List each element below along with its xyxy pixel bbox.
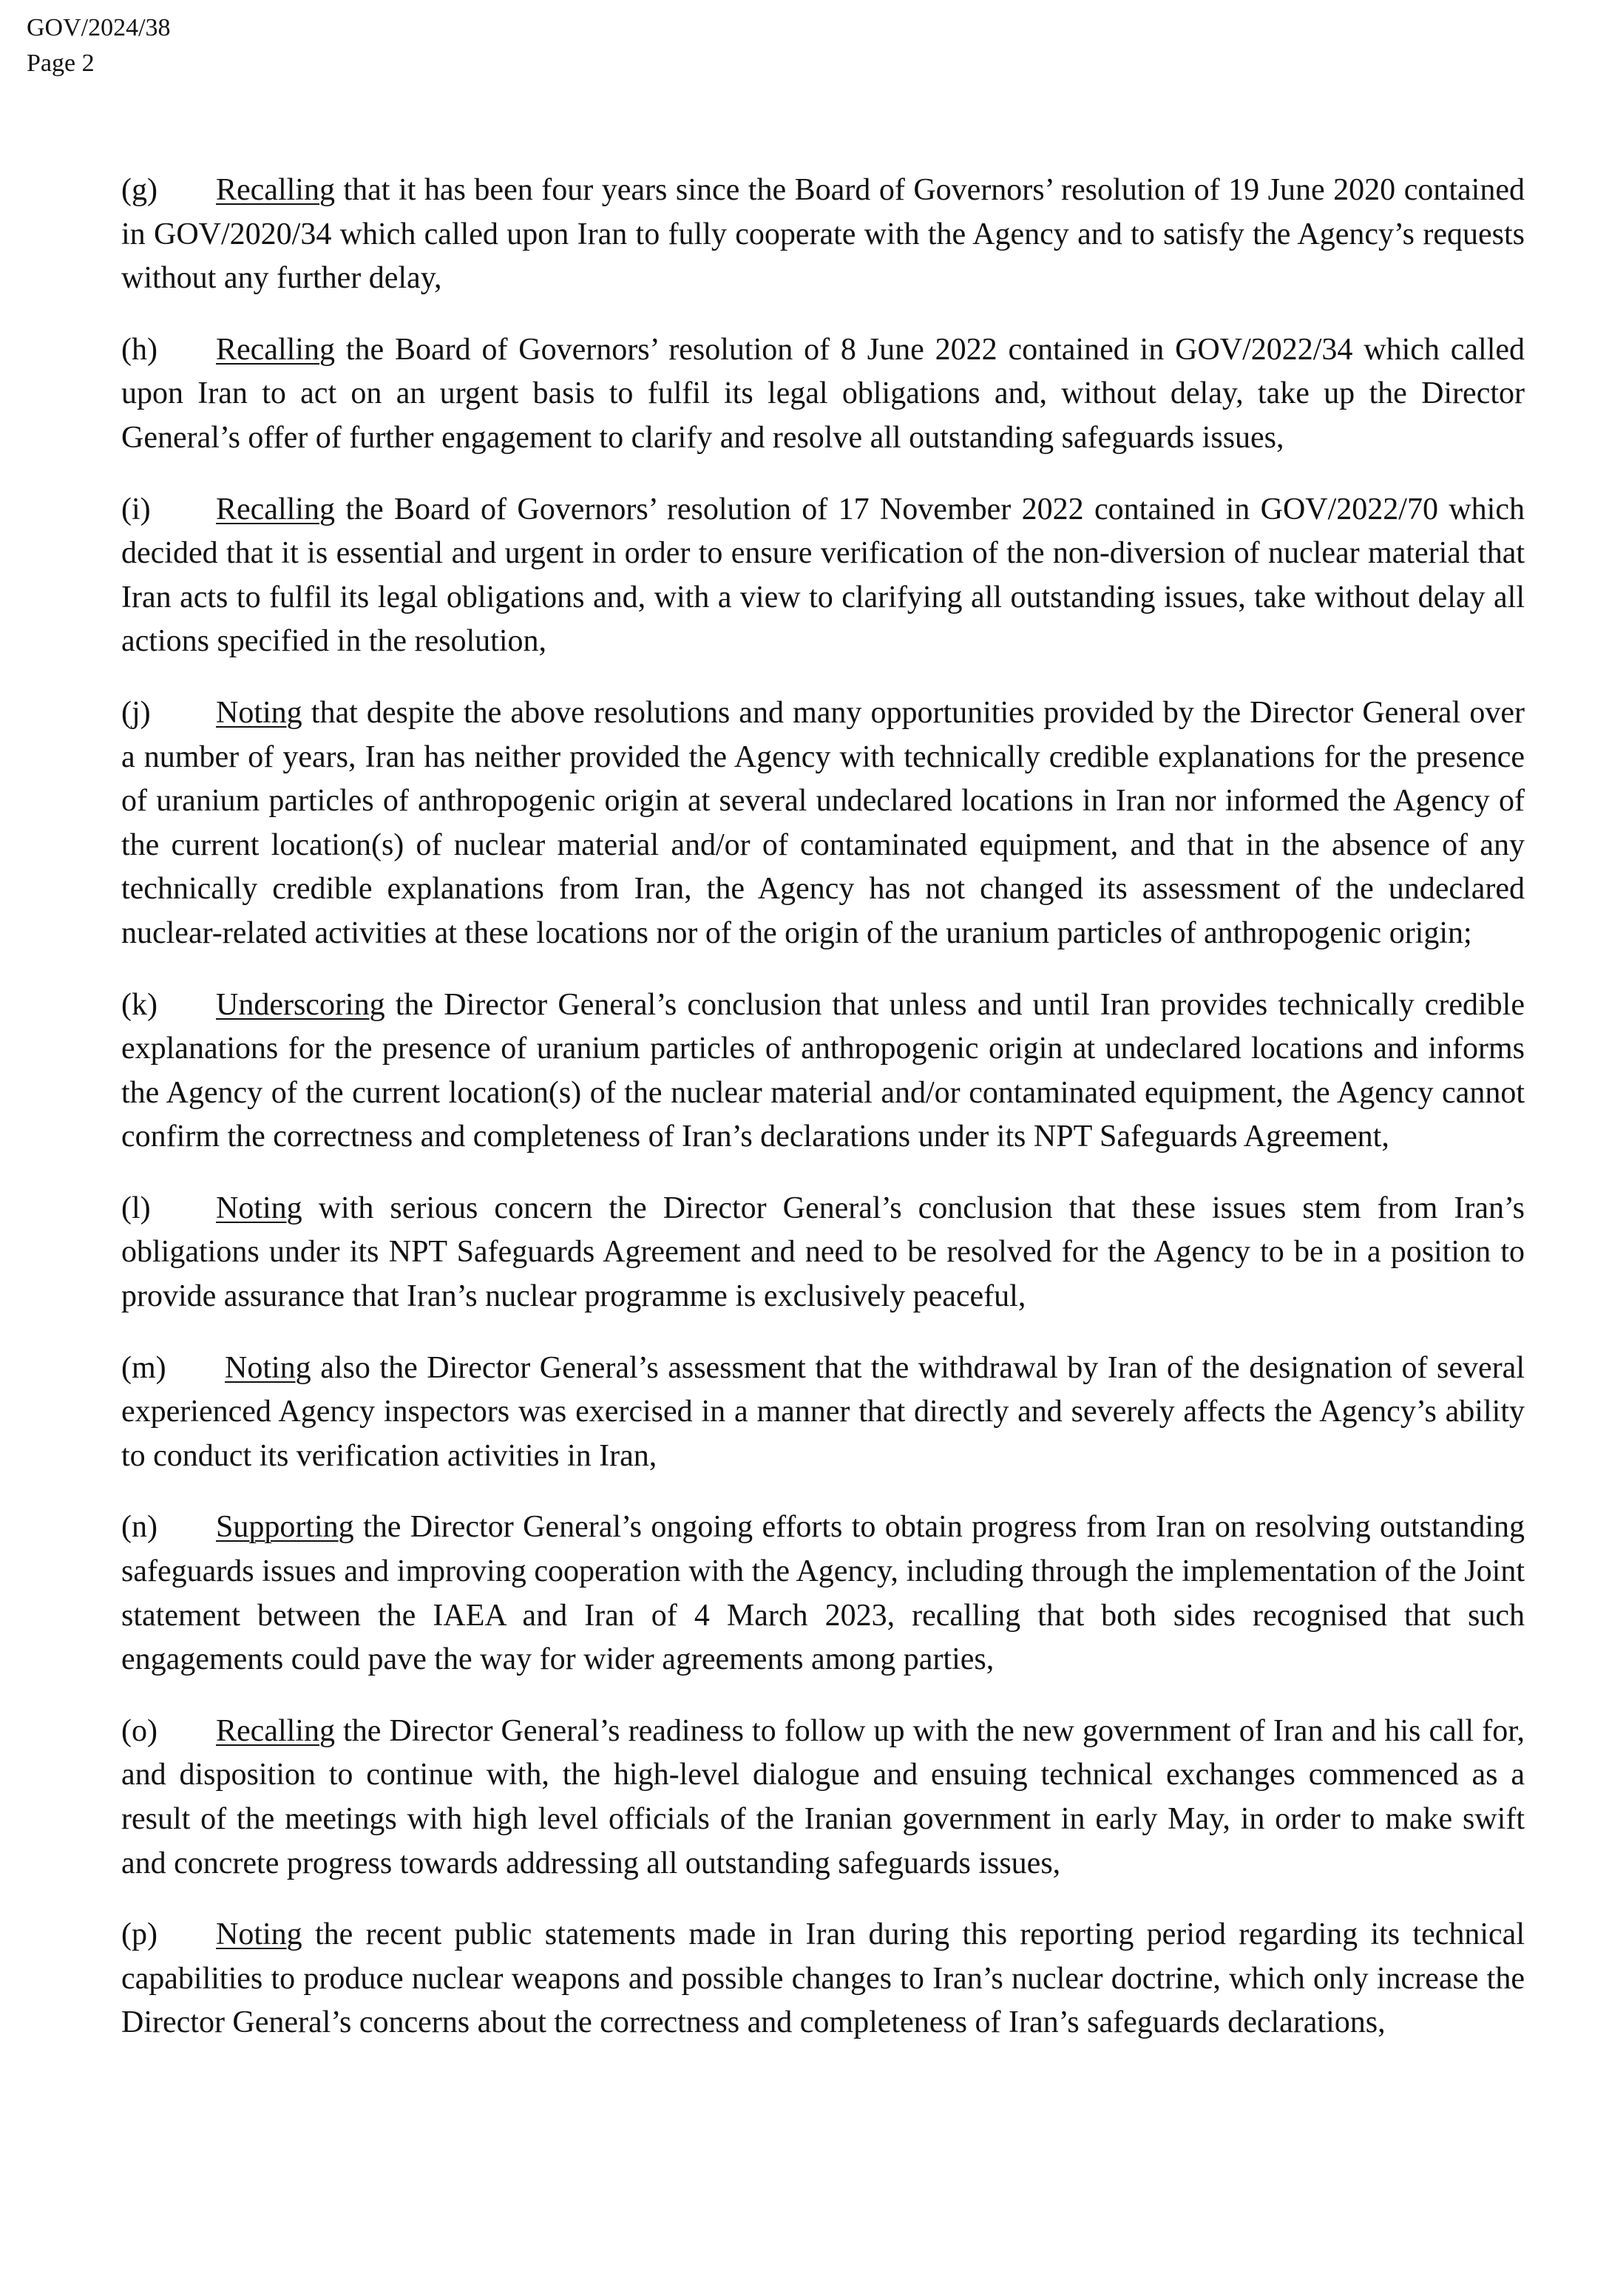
operative-verb: Recalling bbox=[216, 332, 335, 367]
paragraph-text: with serious concern the Director General’s conclusion that these issues stem from Iran’s obligations under its NPT Safeguards Agreement and need to be resolved for the Agency to be in a position to provide assurance that Iran’s nuclear programme is exclusively peaceful, bbox=[121, 1191, 1525, 1314]
paragraph-text: the recent public statements made in Iran during this reporting period regarding its technical capabilities to produce nuclear weapons and possible changes to Iran’s nuclear doctrine, which only increase the Director General’s concerns about the correctness and completeness of Iran’s safeguards declarations, bbox=[121, 1917, 1525, 2040]
document-reference: GOV/2024/38 bbox=[27, 14, 171, 41]
paragraph-text: the Board of Governors’ resolution of 17 November 2022 contained in GOV/2022/70 which decided that it is essential and urgent in order to ensure verification of the non-diversion of nuclear material that Iran acts to fulfil its legal obligations and, with a view to clarifying all outstanding issues, take without delay all actions specified in the resolution, bbox=[121, 492, 1525, 659]
paragraph-h bbox=[121, 328, 1525, 461]
paragraph-g bbox=[121, 169, 1525, 301]
paragraph-text: the Director General’s readiness to follow up with the new government of Iran and his call for, and disposition to continue with, the high-level dialogue and ensuing technical exchanges commenced as a result of the meetings with high level officials of the Iranian government in early May, in order to make swift and concrete progress towards addressing all outstanding safeguards issues, bbox=[121, 1713, 1525, 1880]
operative-verb: Recalling bbox=[216, 1713, 335, 1748]
paragraph-k bbox=[121, 983, 1525, 1159]
paragraph-label: (g) bbox=[121, 173, 157, 207]
operative-verb: Recalling bbox=[216, 492, 335, 526]
paragraph-label: (i) bbox=[121, 492, 151, 526]
paragraph-m bbox=[121, 1347, 1525, 1479]
paragraph-p bbox=[121, 1913, 1525, 2045]
paragraph-label: (o) bbox=[121, 1713, 157, 1748]
paragraph-text: the Board of Governors’ resolution of 8 June 2022 contained in GOV/2022/34 which called upon Iran to act on an urgent basis to fulfil its legal obligations and, without delay, take up the Director General’s offer of further engagement to clarify and resolve all outstanding safeguards issues, bbox=[121, 332, 1525, 455]
paragraph-label: (j) bbox=[121, 695, 151, 730]
operative-verb: Supporting bbox=[216, 1510, 354, 1545]
operative-verb: Recalling bbox=[216, 173, 335, 207]
operative-verb: Underscoring bbox=[216, 987, 385, 1022]
paragraph-text: also the Director General’s assessment that the withdrawal by Iran of the designation of several experienced Agency inspectors was exercised in a manner that directly and severely affects the Agency’s ability to conduct its verification activities in Iran, bbox=[121, 1350, 1525, 1473]
paragraph-j bbox=[121, 691, 1525, 956]
paragraph-label: (h) bbox=[121, 332, 157, 367]
paragraph-text: the Director General’s conclusion that unless and until Iran provides technically credible explanations for the presence of uranium particles of anthropogenic origin at undeclared locations and informs the Agency of the current location(s) of the nuclear material and/or contaminated equipment, the Agency cannot confirm the correctness and completeness of Iran’s declarations under its NPT Safeguards Agreement, bbox=[121, 987, 1525, 1154]
paragraph-text: the Director General’s ongoing efforts to obtain progress from Iran on resolving outstanding safeguards issues and improving cooperation with the Agency, including through the implementation of the Joint statement between the IAEA and Iran of 4 March 2023, recalling that both sides recognised that such engagements could pave the way for wider agreements among parties, bbox=[121, 1510, 1525, 1677]
paragraph-text: that it has been four years since the Board of Governors’ resolution of 19 June 2020 contained in GOV/2020/34 which called upon Iran to fully cooperate with the Agency and to satisfy the Agency’s requests without any further delay, bbox=[121, 173, 1525, 296]
document-body bbox=[121, 169, 1525, 2073]
page-number: Page 2 bbox=[27, 50, 95, 77]
page-header bbox=[27, 10, 171, 81]
paragraph-label: (k) bbox=[121, 987, 157, 1022]
paragraph-label: (n) bbox=[121, 1510, 157, 1545]
paragraph-label: (p) bbox=[121, 1917, 157, 1952]
operative-verb: Noting bbox=[216, 695, 302, 730]
paragraph-n bbox=[121, 1506, 1525, 1682]
operative-verb: Noting bbox=[216, 1191, 302, 1225]
operative-verb: Noting bbox=[216, 1917, 302, 1952]
paragraph-o bbox=[121, 1710, 1525, 1886]
operative-verb: Noting bbox=[225, 1350, 311, 1385]
paragraph-l bbox=[121, 1187, 1525, 1319]
paragraph-text: that despite the above resolutions and many opportunities provided by the Director General over a number of years, Iran has neither provided the Agency with technically credible explanations for the presence of uranium particles of anthropogenic origin at several undeclared locations in Iran nor informed the Agency of the current location(s) of nuclear material and/or of contaminated equipment, and that in the absence of any technically credible explanations from Iran, the Agency has not changed its assessment of the undeclared nuclear-related activities at these locations nor of the origin of the uranium particles of anthropogenic origin; bbox=[121, 695, 1525, 950]
paragraph-i bbox=[121, 488, 1525, 664]
paragraph-label: (l) bbox=[121, 1191, 151, 1225]
paragraph-label: (m) bbox=[121, 1350, 166, 1385]
